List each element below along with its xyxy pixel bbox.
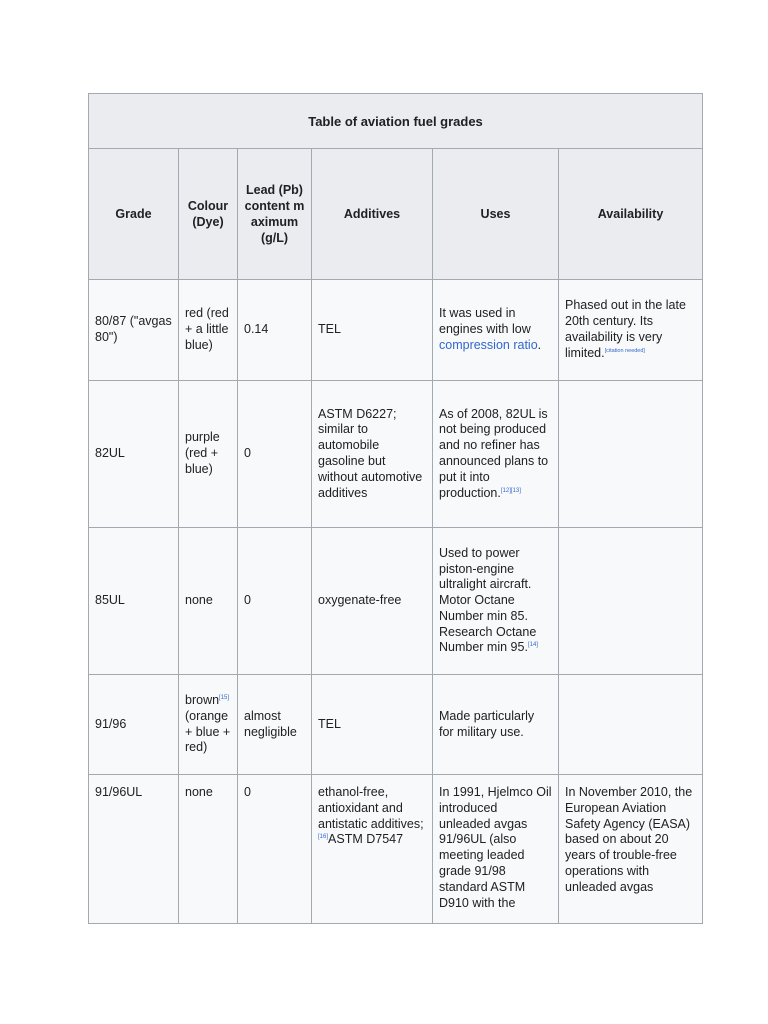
cell-colour: none [179, 775, 238, 924]
cell-colour: red (red + a little blue) [179, 280, 238, 381]
cell-availability [559, 775, 703, 924]
cell-additives: TEL [312, 280, 433, 381]
cell-colour: purple (red + blue) [179, 381, 238, 528]
colour-text: brown [185, 692, 220, 707]
cell-additives [312, 775, 433, 924]
cell-colour [179, 675, 238, 775]
cell-grade: 91/96 [89, 675, 179, 775]
reference-link[interactable]: [16] [318, 834, 329, 841]
reference-link[interactable]: [12][13] [500, 487, 521, 494]
cell-lead: 0 [238, 381, 312, 528]
cell-lead: almost negligible [238, 675, 312, 775]
cell-grade: 80/87 ("avgas 80") [89, 280, 179, 381]
cell-availability [559, 675, 703, 775]
compression-ratio-link[interactable]: compression ratio [439, 337, 538, 352]
additives-text: ethanol-free, antioxidant and antistatic additives; [318, 785, 424, 831]
cell-uses [433, 775, 559, 924]
cell-additives: ASTM D6227; similar to automobile gasoline but without automotive additives [312, 381, 433, 528]
header-lead: Lead (Pb) content maximum (g/L) [238, 149, 312, 280]
colour-text-end: (orange + blue + red) [185, 708, 231, 755]
header-uses: Uses [433, 149, 559, 280]
reference-link[interactable]: [14] [527, 642, 538, 649]
cell-additives: TEL [312, 675, 433, 775]
additives-text-end: ASTM D7547 [328, 832, 404, 847]
availability-text: Phased out in the late 20th century. Its availability is very limited. [565, 298, 686, 360]
uses-text: It was used in engines with low [439, 306, 531, 337]
cell-colour: none [179, 528, 238, 675]
table-caption: Table of aviation fuel grades [89, 94, 703, 149]
cell-availability [559, 280, 703, 381]
header-row [89, 149, 703, 280]
uses-text: Used to power piston-engine ultralight aircraft. Motor Octane Number min 85. Research Octane Number min 95. [439, 545, 537, 655]
table-row [89, 528, 703, 675]
cell-availability [559, 381, 703, 528]
availability-text: In November 2010, the European Aviation Safety Agency (EASA) based on about 20 years of trouble-free operations with unleaded avgas [565, 785, 693, 894]
cell-uses [433, 528, 559, 675]
header-colour: Colour (Dye) [179, 149, 238, 280]
uses-text-end: . [537, 337, 542, 352]
table-row [89, 775, 703, 924]
cell-uses [433, 280, 559, 381]
header-availability: Availability [559, 149, 703, 280]
cell-grade: 85UL [89, 528, 179, 675]
uses-text: As of 2008, 82UL is not being produced and no refiner has announced plans to put it into production. [439, 406, 549, 500]
cell-grade: 91/96UL [89, 775, 179, 924]
uses-text: In 1991, Hjelmco Oil introduced unleaded avgas 91/96UL (also meeting leaded grade 91/98 standard ASTM D910 with the [439, 785, 552, 910]
citation-needed-link[interactable]: [citation needed] [604, 347, 645, 354]
cell-availability [559, 528, 703, 675]
table-row [89, 675, 703, 775]
header-additives: Additives [312, 149, 433, 280]
table-row [89, 280, 703, 381]
cell-lead: 0 [238, 528, 312, 675]
cell-lead: 0 [238, 775, 312, 924]
cell-additives: oxygenate-free [312, 528, 433, 675]
reference-link[interactable]: [15] [219, 694, 230, 701]
table-row [89, 381, 703, 528]
cell-grade: 82UL [89, 381, 179, 528]
fuel-grades-table-container [88, 93, 702, 924]
cell-uses [433, 381, 559, 528]
header-grade: Grade [89, 149, 179, 280]
cell-uses: Made particularly for military use. [433, 675, 559, 775]
fuel-grades-table [88, 93, 703, 924]
cell-lead: 0.14 [238, 280, 312, 381]
